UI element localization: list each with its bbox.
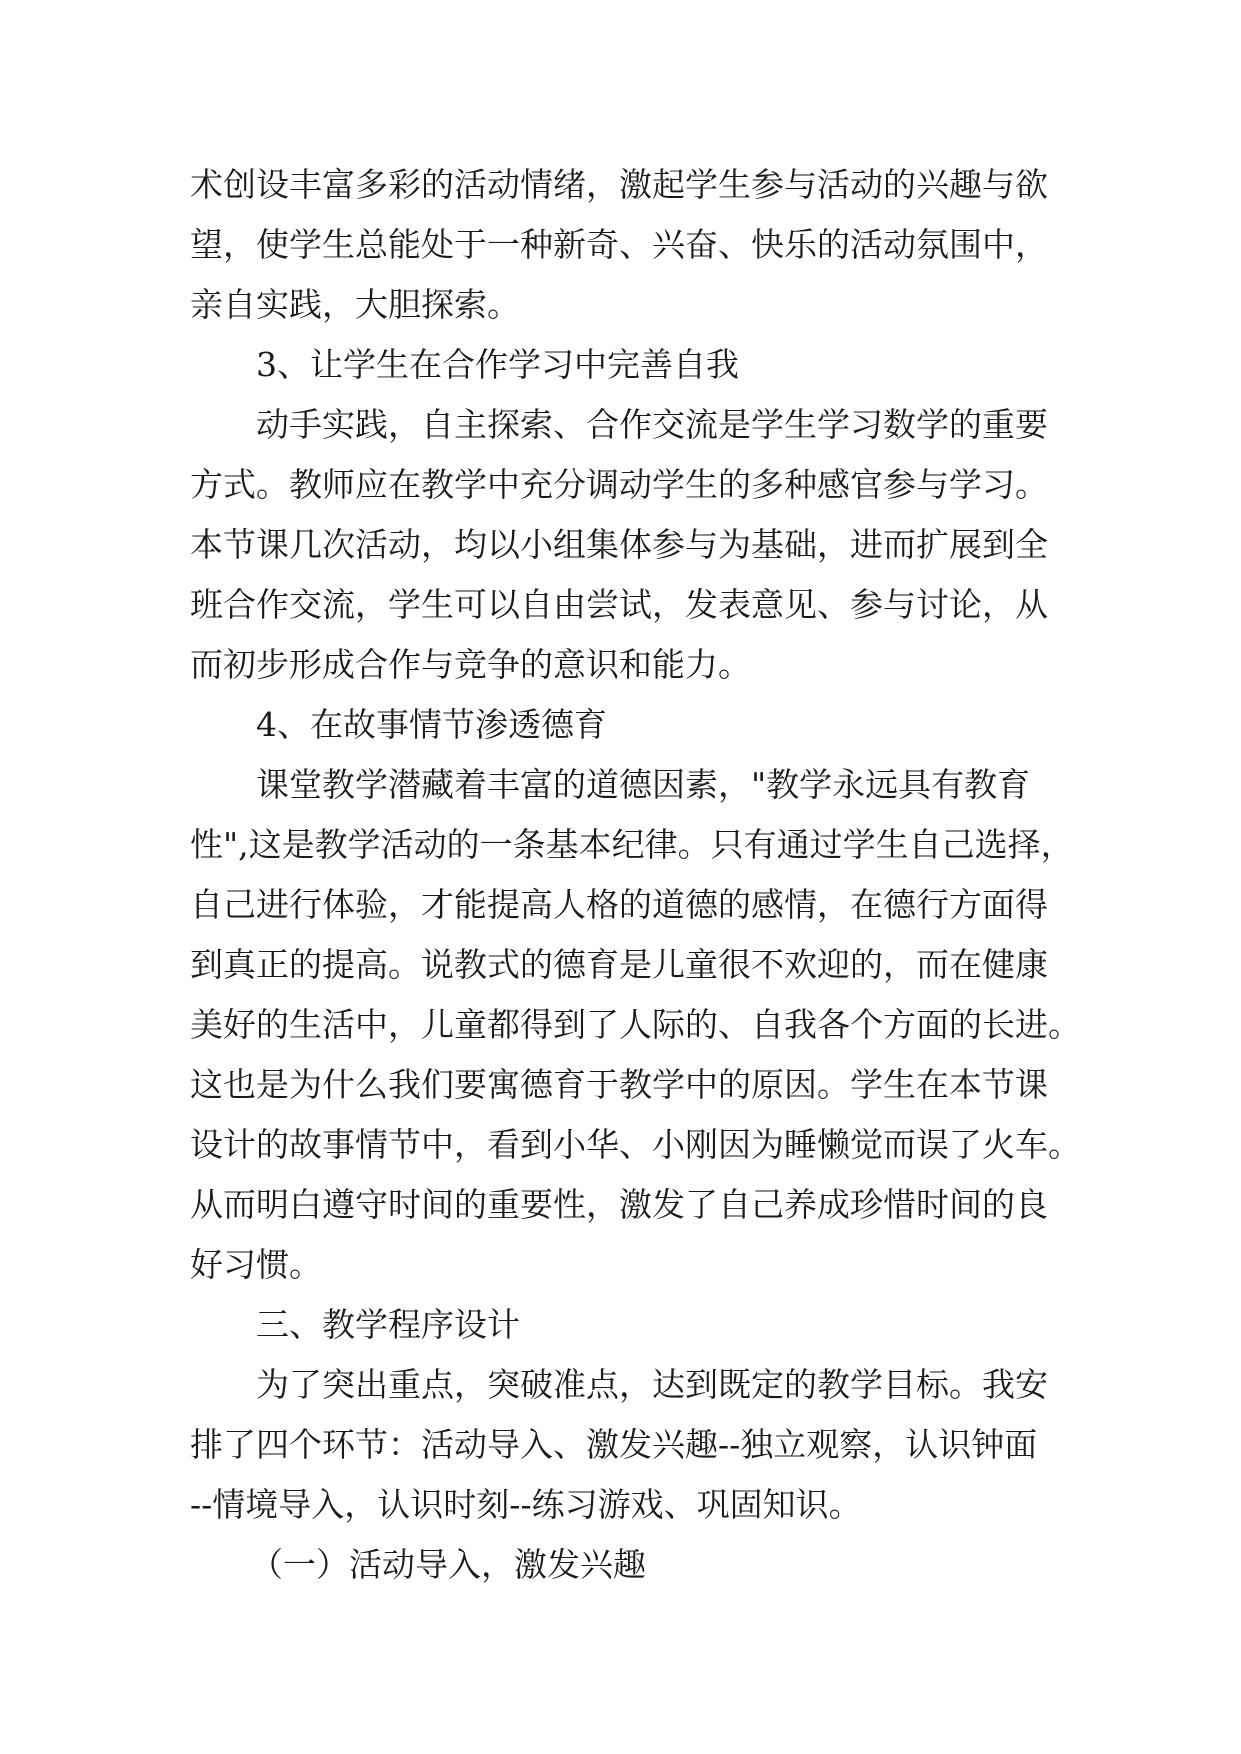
paragraph-line: 到真正的提高。说教式的德育是儿童很不欢迎的，而在健康 — [190, 945, 1048, 984]
paragraph-line: 方式。教师应在教学中充分调动学生的多种感官参与学习。 — [190, 465, 1048, 504]
document-body — [190, 155, 1081, 1595]
paragraph-line: 班合作交流，学生可以自由尝试，发表意见、参与讨论，从 — [190, 585, 1048, 624]
paragraph-line: 设计的故事情节中，看到小华、小刚因为睡懒觉而误了火车。 — [190, 1125, 1081, 1164]
paragraph-line: 术创设丰富多彩的活动情绪，激起学生参与活动的兴趣与欲 — [190, 165, 1048, 204]
paragraph-line: 性",这是教学活动的一条基本纪律。只有通过学生自己选择， — [190, 825, 1074, 864]
paragraph-line: 从而明白遵守时间的重要性，激发了自己养成珍惜时间的良 — [190, 1185, 1048, 1224]
paragraph-line: 自己进行体验，才能提高人格的道德的感情，在德行方面得 — [190, 885, 1048, 924]
paragraph-line: 亲自实践，大胆探索。 — [190, 285, 520, 324]
paragraph-line: 课堂教学潜藏着丰富的道德因素，"教学永远具有教育 — [256, 765, 1031, 804]
subsection-heading: （一）活动导入，激发兴趣 — [250, 1545, 646, 1584]
paragraph-line: 美好的生活中，儿童都得到了人际的、自我各个方面的长进。 — [190, 1005, 1081, 1044]
section-heading: 4、在故事情节渗透德育 — [256, 705, 607, 744]
paragraph-line: 望，使学生总能处于一种新奇、兴奋、快乐的活动氛围中， — [190, 225, 1048, 264]
paragraph-line: --情境导入，认识时刻--练习游戏、巩固知识。 — [190, 1485, 862, 1524]
paragraph-line: 为了突出重点，突破准点，达到既定的教学目标。我安 — [256, 1365, 1048, 1404]
section-heading: 三、教学程序设计 — [256, 1305, 520, 1344]
paragraph-line: 而初步形成合作与竞争的意识和能力。 — [190, 645, 751, 684]
section-heading: 3、让学生在合作学习中完善自我 — [256, 345, 739, 384]
paragraph-line: 排了四个环节：活动导入、激发兴趣--独立观察，认识钟面 — [190, 1425, 1038, 1464]
paragraph-line: 动手实践，自主探索、合作交流是学生学习数学的重要 — [256, 405, 1048, 444]
paragraph-line: 本节课几次活动，均以小组集体参与为基础，进而扩展到全 — [190, 525, 1048, 564]
paragraph-line: 好习惯。 — [190, 1245, 322, 1284]
paragraph-line: 这也是为什么我们要寓德育于教学中的原因。学生在本节课 — [190, 1065, 1048, 1104]
